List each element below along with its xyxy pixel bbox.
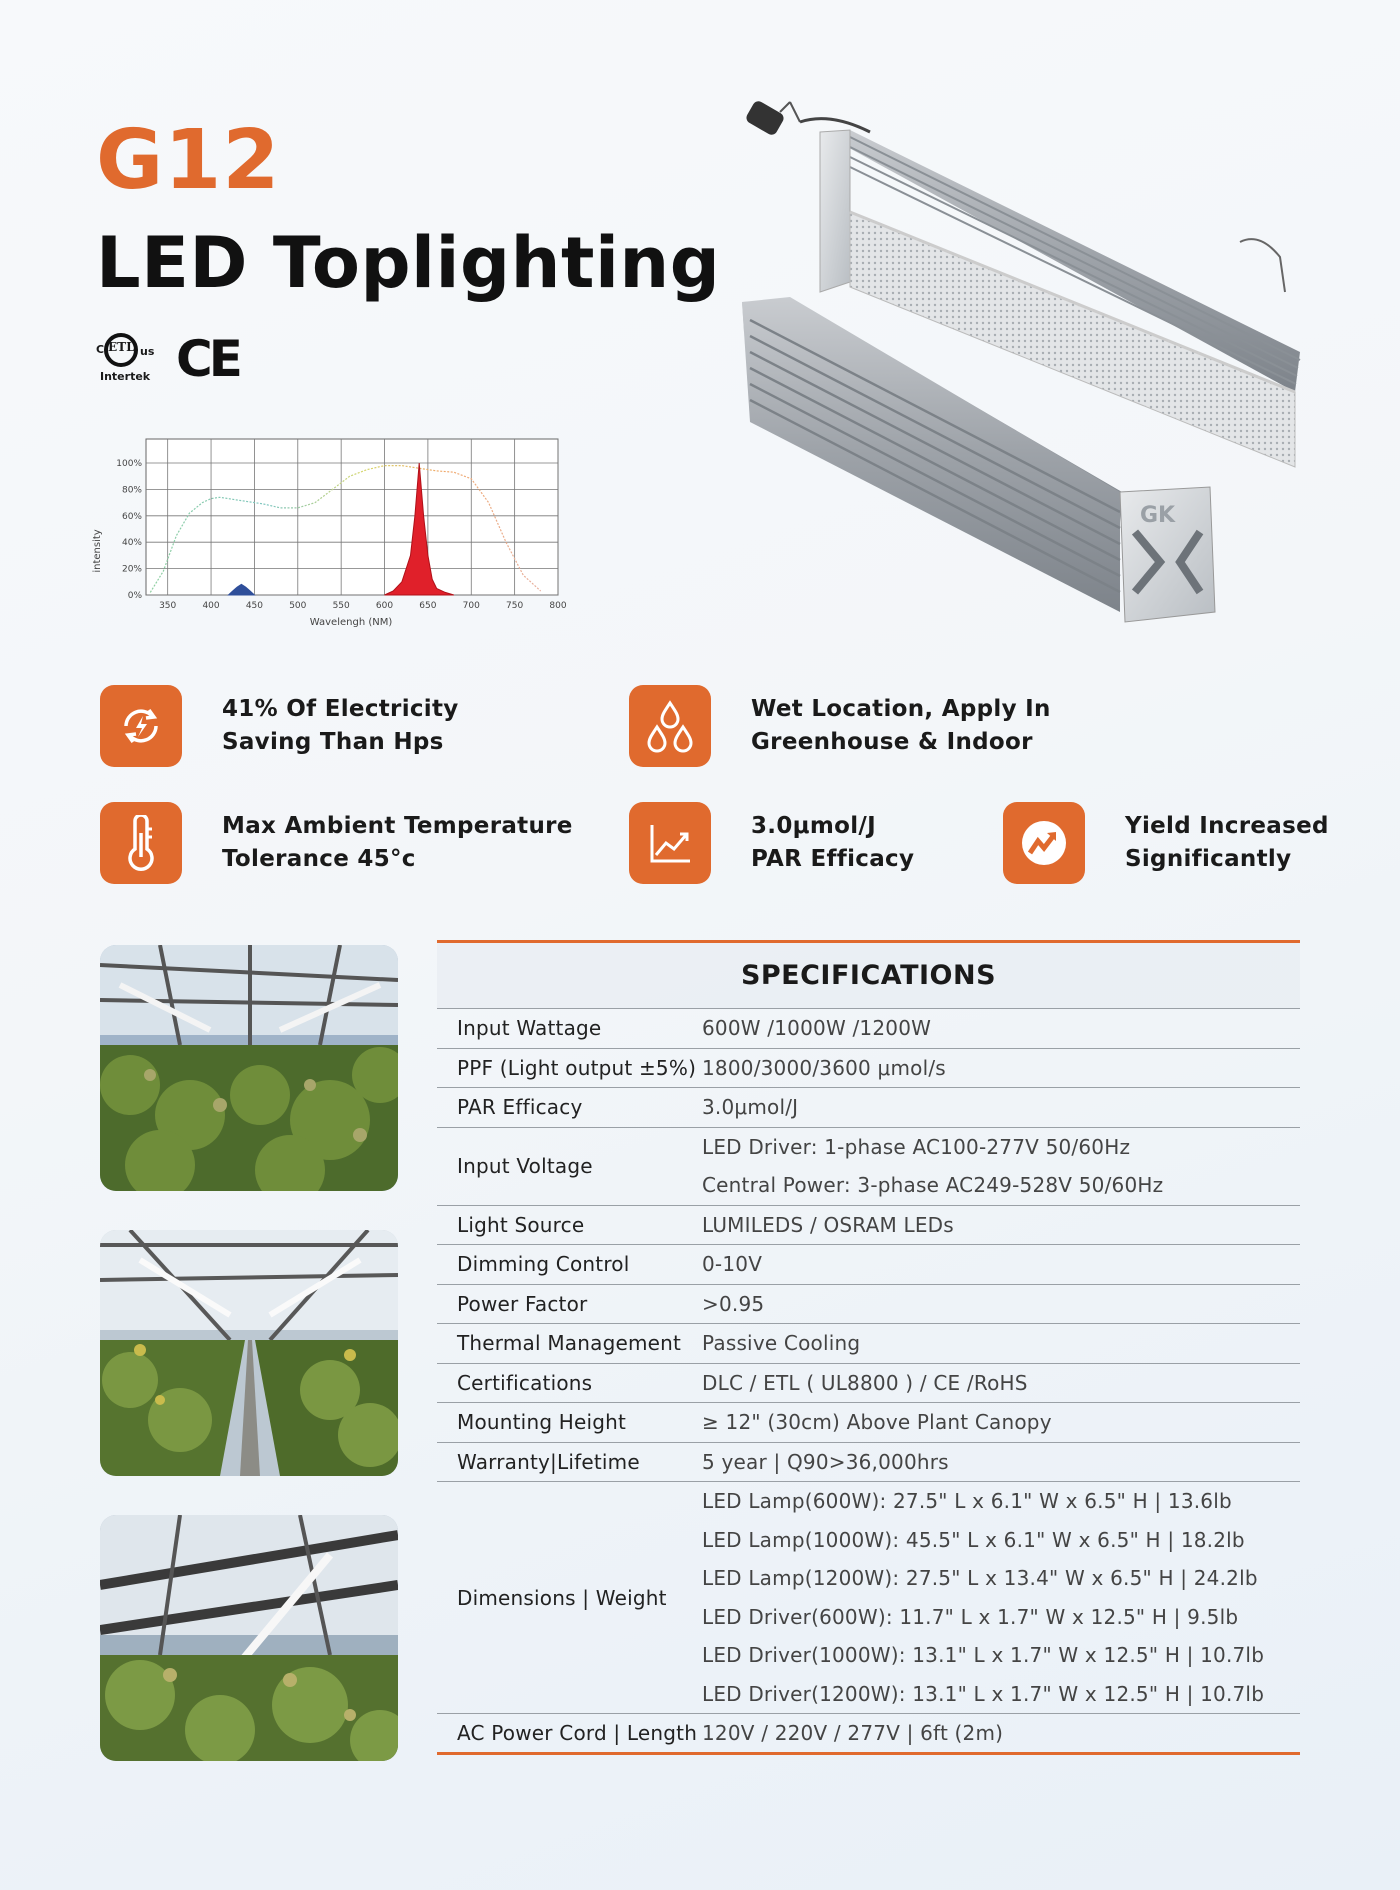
spec-value: DLC / ETL ( UL8800 ) / CE /RoHS <box>702 1370 1028 1395</box>
feature-energy-saving <box>100 685 459 767</box>
y-tick-label: 0% <box>127 591 142 601</box>
y-axis-label: intensity <box>92 529 103 573</box>
x-tick-label: 650 <box>419 601 437 611</box>
table-row <box>437 1206 1300 1246</box>
feature-line: Greenhouse & Indoor <box>751 729 1033 755</box>
table-row <box>437 1285 1300 1325</box>
spec-label: Input Voltage <box>457 1154 593 1178</box>
certification-logos <box>96 330 239 388</box>
spec-value: LED Lamp(600W): 27.5" L x 6.1" W x 6.5" H | 13.6lb <box>702 1489 1232 1513</box>
spec-value: 5 year | Q90>36,000hrs <box>702 1449 949 1474</box>
line-chart-icon <box>629 802 711 884</box>
table-row <box>437 1443 1300 1483</box>
feature-line: Yield Increased <box>1125 813 1329 839</box>
table-row <box>437 1482 1300 1714</box>
spec-value: LED Lamp(1000W): 45.5" L x 6.1" W x 6.5" H | 18.2lb <box>702 1527 1245 1552</box>
specifications-table <box>437 940 1300 1755</box>
spec-label: Warranty|Lifetime <box>457 1449 640 1474</box>
feature-par-efficacy <box>629 802 914 884</box>
spec-label: Thermal Management <box>457 1331 682 1356</box>
spec-label: Mounting Height <box>457 1410 627 1435</box>
specifications-title: SPECIFICATIONS <box>437 943 1300 1009</box>
spec-label: PAR Efficacy <box>457 1095 583 1120</box>
thermometer-icon <box>100 802 182 884</box>
feature-line: Saving Than Hps <box>222 729 444 755</box>
spec-value: 1800/3000/3600 μmol/s <box>702 1055 946 1080</box>
spec-value: LUMILEDS / OSRAM LEDs <box>702 1212 954 1237</box>
yield-arrow-icon <box>1003 802 1085 884</box>
x-tick-label: 350 <box>159 601 177 611</box>
feature-line: 3.0μmol/J <box>751 813 876 839</box>
feature-line: Tolerance 45°c <box>222 846 416 872</box>
y-tick-label: 100% <box>116 459 142 469</box>
table-row <box>437 1088 1300 1128</box>
greenhouse-photo <box>100 1515 398 1761</box>
feature-line: Significantly <box>1125 846 1292 872</box>
table-row <box>437 1245 1300 1285</box>
ce-logo: CE <box>176 330 239 388</box>
x-axis-label: Wavelengh (NM) <box>309 617 393 628</box>
spec-value: LED Driver(600W): 11.7" L x 1.7" W x 12.5" H | 9.5lb <box>702 1604 1239 1629</box>
product-title: LED Toplighting <box>96 222 721 304</box>
x-tick-label: 500 <box>289 601 307 611</box>
spec-value: ≥ 12" (30cm) Above Plant Canopy <box>702 1410 1052 1434</box>
table-row <box>437 1128 1300 1206</box>
spec-value: 0-10V <box>702 1252 763 1276</box>
spec-value: Passive Cooling <box>702 1331 861 1355</box>
spec-value: Central Power: 3-phase AC249-528V 50/60Hz <box>702 1173 1164 1197</box>
feature-yield <box>1003 802 1329 884</box>
table-row <box>437 1714 1300 1754</box>
spec-value: 3.0μmol/J <box>702 1095 799 1119</box>
etl-logo: C ETL us Intertek <box>96 333 158 385</box>
spec-value: 600W /1000W /1200W <box>702 1016 932 1040</box>
spec-value: LED Driver: 1-phase AC100-277V 50/60Hz <box>702 1134 1131 1159</box>
y-tick-label: 20% <box>121 564 142 575</box>
spec-label: PPF (Light output ±5%) <box>457 1055 697 1080</box>
feature-line: Wet Location, Apply In <box>751 696 1051 722</box>
spec-value: >0.95 <box>702 1291 765 1316</box>
table-row <box>437 1403 1300 1443</box>
water-drops-icon <box>629 685 711 767</box>
table-row <box>437 1049 1300 1089</box>
feature-line: PAR Efficacy <box>751 846 915 872</box>
greenhouse-photo <box>100 945 398 1191</box>
y-tick-label: 80% <box>121 485 142 496</box>
table-row <box>437 1009 1300 1049</box>
x-tick-label: 750 <box>506 601 524 611</box>
spec-value: LED Driver(1000W): 13.1" L x 1.7" W x 12.5" H | 10.7lb <box>702 1643 1265 1667</box>
spectrum-chart <box>88 425 578 640</box>
table-row <box>437 1364 1300 1404</box>
x-tick-label: 700 <box>462 601 480 611</box>
x-tick-label: 400 <box>202 601 220 611</box>
x-tick-label: 450 <box>245 601 264 611</box>
spec-label: Input Wattage <box>457 1016 602 1041</box>
spec-value: LED Driver(1200W): 13.1" L x 1.7" W x 12.5" H | 10.7lb <box>702 1681 1265 1706</box>
x-tick-label: 550 <box>332 601 350 611</box>
spec-value: LED Lamp(1200W): 27.5" L x 13.4" W x 6.5" H | 24.2lb <box>702 1566 1258 1590</box>
spec-label: Power Factor <box>457 1291 588 1316</box>
product-image <box>740 92 1340 652</box>
x-tick-label: 800 <box>549 601 567 611</box>
spec-label: Dimensions | Weight <box>457 1585 667 1610</box>
table-row <box>437 1324 1300 1364</box>
feature-line: 41% Of Electricity <box>222 696 459 722</box>
power-cycle-icon <box>100 685 182 767</box>
spec-label: Certifications <box>457 1370 593 1395</box>
plot-area <box>146 439 558 595</box>
y-tick-label: 40% <box>121 538 142 549</box>
greenhouse-photo <box>100 1230 398 1476</box>
feature-wet-location <box>629 685 1051 767</box>
x-tick-label: 600 <box>375 601 394 611</box>
spec-label: AC Power Cord | Length <box>457 1721 698 1746</box>
product-logo: GK <box>1140 503 1176 528</box>
feature-temperature <box>100 802 573 884</box>
spec-value: 120V / 220V / 277V | 6ft (2m) <box>702 1721 1004 1745</box>
spec-label: Dimming Control <box>457 1252 630 1277</box>
y-tick-label: 60% <box>121 511 142 522</box>
product-model: G12 <box>96 113 281 208</box>
spec-label: Light Source <box>457 1212 585 1237</box>
feature-line: Max Ambient Temperature <box>222 813 573 839</box>
